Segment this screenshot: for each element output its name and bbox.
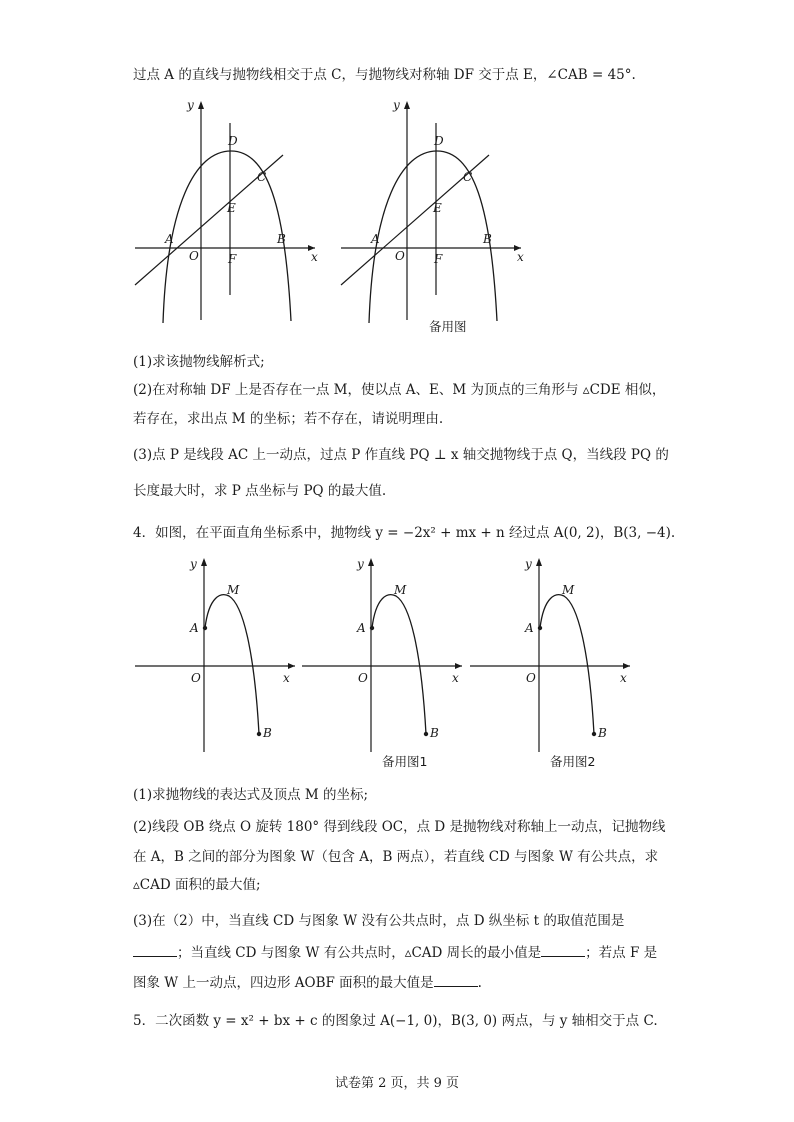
p3b-label-b: B	[483, 232, 492, 246]
p3b-label-y: y	[393, 98, 400, 112]
p4-q2-line2: 在 A，B 之间的部分为图象 W（包含 A，B 两点），若直线 CD 与图象 W 有公共点，求	[133, 849, 659, 865]
p3b-label-e: E	[433, 201, 442, 215]
p3-label-o: O	[189, 249, 199, 263]
p4-q2-line1: (2)线段 OB 绕点 O 旋转 180° 得到线段 OC，点 D 是抛物线对称轴上一动点，记抛物线	[133, 819, 666, 835]
p4b1-label-a: A	[357, 621, 366, 635]
answer-blank-1[interactable]	[133, 942, 177, 957]
p4b2-label-x: x	[620, 671, 627, 685]
p4-label-o: O	[191, 671, 201, 685]
p4b2-label-o: O	[526, 671, 536, 685]
p4-q1: (1)求抛物线的表达式及顶点 M 的坐标;	[133, 787, 369, 803]
p4-figure-main	[135, 557, 295, 752]
p3-q3-line1: (3)点 P 是线段 AC 上一动点，过点 P 作直线 PQ ⊥ x 轴交抛物线于点 Q，当线段 PQ 的	[133, 447, 669, 463]
p4b2-label-y: y	[525, 557, 532, 571]
p4b1-label-y: y	[357, 557, 364, 571]
p3-label-d: D	[228, 134, 238, 148]
p3b-label-f: F	[434, 252, 443, 266]
p4-label-a: A	[190, 621, 199, 635]
page-footer: 试卷第 2 页，共 9 页	[334, 1076, 460, 1091]
p3-q2-line1: (2)在对称轴 DF 上是否存在一点 M，使以点 A、E、M 为顶点的三角形与 ▵CDE 相似，	[133, 382, 666, 398]
p3-q1: (1)求该抛物线解析式;	[133, 354, 265, 370]
p4-figures	[0, 552, 794, 772]
p3b-label-x: x	[517, 250, 524, 264]
p4-q3-text-c2: .	[477, 975, 482, 991]
p4-q3-text-b1: ；当直线 CD 与图象 W 有公共点时，▵CAD 周长的最小值是	[177, 945, 542, 961]
p3-label-y: y	[187, 98, 194, 112]
p3b-label-c: C	[463, 170, 473, 184]
p3-q3-line2: 长度最大时，求 P 点坐标与 PQ 的最大值.	[133, 483, 387, 499]
p4b1-label-x: x	[452, 671, 459, 685]
p4-figure-backup2	[470, 557, 630, 769]
p4-stem: 4．如图，在平面直角坐标系中，抛物线 y = −2x² + mx + n 经过点 A(0, 2)，B(3, −4).	[133, 525, 676, 541]
p3-intro: 过点 A 的直线与抛物线相交于点 C，与抛物线对称轴 DF 交于点 E，∠CAB = 45°.	[133, 67, 636, 83]
p3-backup-caption: 备用图	[429, 319, 467, 334]
p4-label-b: B	[263, 726, 272, 740]
p3b-label-a: A	[371, 232, 380, 246]
p3-label-a: A	[165, 232, 174, 246]
p4-q3-text-b2: ；若点 F 是	[585, 945, 658, 961]
answer-blank-3[interactable]	[434, 972, 478, 987]
p3-q2-line2: 若存在，求出点 M 的坐标；若不存在，请说明理由.	[133, 411, 444, 427]
p3b-label-d: D	[434, 134, 444, 148]
p3-label-f: F	[228, 252, 237, 266]
answer-blank-2[interactable]	[541, 942, 585, 957]
p4b2-label-m: M	[562, 583, 575, 597]
p4-backup2-caption: 备用图2	[550, 754, 596, 769]
p4b1-label-m: M	[394, 583, 407, 597]
p3-label-x: x	[311, 250, 318, 264]
p4-q3-line2	[133, 942, 657, 962]
p4-q3-text-c1: 图象 W 上一动点，四边形 AOBF 面积的最大值是	[133, 975, 434, 991]
p3b-label-o: O	[395, 249, 405, 263]
p3-figures	[0, 95, 794, 335]
p4b2-label-a: A	[525, 621, 534, 635]
p3-label-c: C	[257, 170, 267, 184]
p4-q2-line3: ▵CAD 面积的最大值;	[133, 877, 261, 893]
p4-label-y: y	[190, 557, 197, 571]
p4-figure-backup1	[302, 557, 462, 769]
p4-backup1-caption: 备用图1	[382, 754, 428, 769]
p4b1-label-b: B	[430, 726, 439, 740]
p4-label-m: M	[227, 583, 240, 597]
p3-figure-backup	[341, 98, 524, 334]
p4b1-label-o: O	[358, 671, 368, 685]
p3-label-e: E	[227, 201, 236, 215]
p3-figure-main	[135, 98, 318, 323]
p4-q3-line1: (3)在（2）中，当直线 CD 与图象 W 没有公共点时，点 D 纵坐标 t 的取值范围是	[133, 913, 625, 929]
p3-label-b: B	[277, 232, 286, 246]
p4b2-label-b: B	[598, 726, 607, 740]
p4-q3-line3	[133, 972, 482, 992]
p4-label-x: x	[283, 671, 290, 685]
p5-stem: 5．二次函数 y = x² + bx + c 的图象过 A(−1, 0)，B(3, 0) 两点，与 y 轴相交于点 C.	[133, 1013, 658, 1029]
